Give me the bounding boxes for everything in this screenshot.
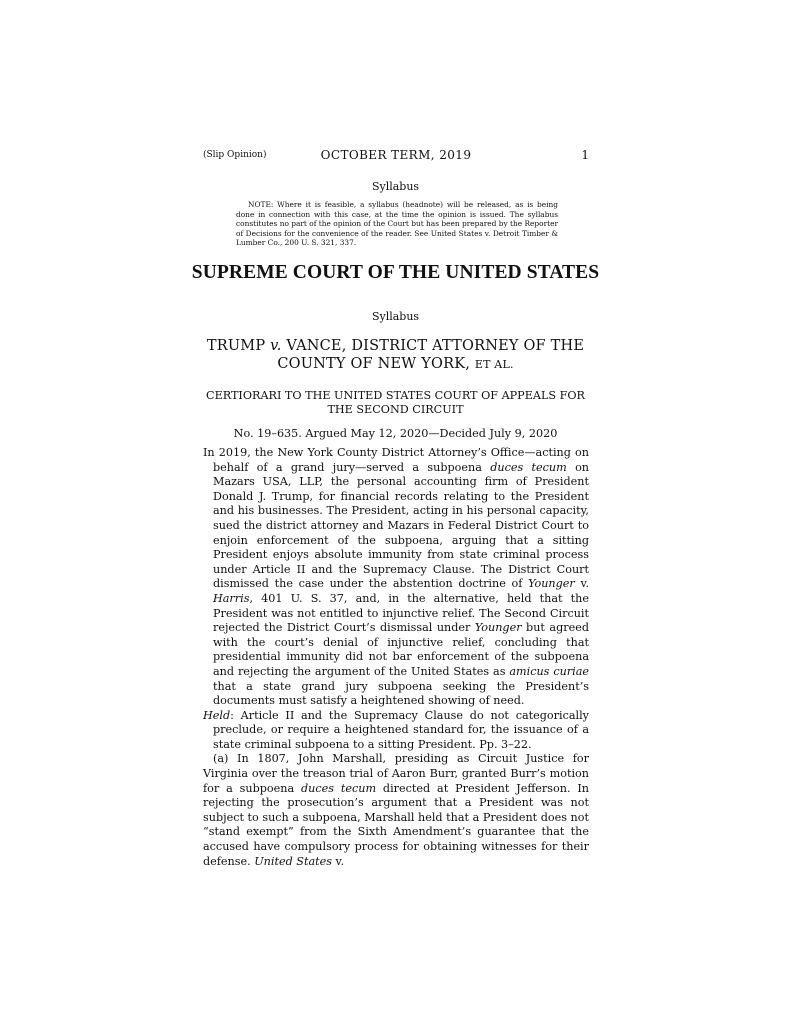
reporter-note xyxy=(236,200,558,248)
court-name: SUPREME COURT OF THE UNITED STATES xyxy=(191,262,600,283)
p3-italic-united-states: United States xyxy=(254,854,332,868)
p1-text-e: but agreed with the court’s denial of injunctive relief, concluding that presidential immunity did not bar enforcement of the subpoena and rejecting the argument of the United States as xyxy=(213,621,589,678)
syllabus-heading-top: Syllabus xyxy=(371,180,420,193)
syllabus-body xyxy=(203,446,589,869)
page-header xyxy=(203,148,589,166)
p1-text-c: v. xyxy=(574,577,589,591)
p1-italic-younger-2: Younger xyxy=(474,621,522,635)
syllabus-heading: Syllabus xyxy=(371,310,420,323)
p1-text-b: on Mazars USA, LLP, the personal accounting firm of President Donald J. Trump, for financial records relating to the President and his businesses. The President, acting in his personal capacity, sued the district attorney and Mazars in Federal District Court to enjoin enforcement of the subpoena, arguing that a sitting President enjoys absolute immunity from state criminal process under Article II and the Supremacy Clause. The District Court dismissed the case under the abstention doctrine of xyxy=(213,460,590,591)
caption-versus: v. xyxy=(270,338,282,354)
p1-italic-younger: Younger xyxy=(528,577,575,591)
held-label: Held xyxy=(203,708,231,722)
case-caption xyxy=(200,337,591,374)
caption-line-2 xyxy=(200,355,591,374)
paragraph-a xyxy=(203,752,589,869)
caption-party-1: TRUMP xyxy=(206,338,271,354)
p3-text-a: (a) In 1807, John Marshall, presiding as Circuit Justice for Virginia over the treason trial of Aaron Burr, granted Burr’s motion for a subpoena xyxy=(203,752,589,795)
p1-text-f: that a state grand jury subpoena seeking the President’s documents must satisfy a heightened showing of need. xyxy=(213,679,589,708)
paragraph-held xyxy=(203,709,589,753)
page-number: 1 xyxy=(581,148,589,162)
p1-italic-amicus: amicus curiae xyxy=(509,664,590,678)
held-text: : Article II and the Supremacy Clause do not categorically preclude, or require a heightened standard for, the issuance of a state criminal subpoena to a sitting President. Pp. 3–22. xyxy=(213,708,589,751)
p3-text-c: v. xyxy=(331,854,345,868)
term-label: OCTOBER TERM, 2019 xyxy=(320,148,472,162)
note-text: NOTE: Where it is feasible, a syllabus (headnote) will be released, as is being done in connection with this case, at the time the opinion is issued. The syllabus constitutes no part of the opinion of the Court but has been prepared by the Reporter of Decisions for the convenience of the reader. See United States v. Detroit Timber & Lumber Co., 200 U. S. 321, 337. xyxy=(236,200,558,248)
caption-county: COUNTY OF NEW YORK, xyxy=(277,356,475,372)
p3-text-b: directed at President Jefferson. In rejecting the prosecution’s argument that a President was not subject to such a subpoena, Marshall held that a President does not “stand exempt” from the Sixth Amendment’s guarantee that the accused have compulsory process for obtaining witnesses for their defense. xyxy=(203,781,589,868)
p1-text-a: In 2019, the New York County District Attorney’s Office—acting on behalf of a grand jury—served a subpoena xyxy=(203,446,589,474)
caption-line-1 xyxy=(200,337,591,355)
p1-italic-duces-tecum: duces tecum xyxy=(490,460,567,474)
paragraph-background xyxy=(203,446,589,709)
slip-opinion-label: (Slip Opinion) xyxy=(203,150,267,160)
p3-italic-duces-tecum: duces tecum xyxy=(301,781,377,795)
caption-party-2: VANCE, DISTRICT ATTORNEY OF THE xyxy=(281,338,585,354)
certiorari-line: CERTIORARI TO THE UNITED STATES COURT OF APPEALS FOR THE SECOND CIRCUIT xyxy=(206,389,585,416)
p1-italic-harris: Harris xyxy=(213,591,250,605)
p1-text-d: , 401 U. S. 37, and, in the alternative, held that the President was not entitled to injunctive relief. The Second Circuit rejected the District Court’s dismissal under xyxy=(213,591,589,635)
docket-line: No. 19–635. Argued May 12, 2020—Decided July 9, 2020 xyxy=(233,427,558,440)
caption-et-al: ET AL. xyxy=(474,358,514,371)
